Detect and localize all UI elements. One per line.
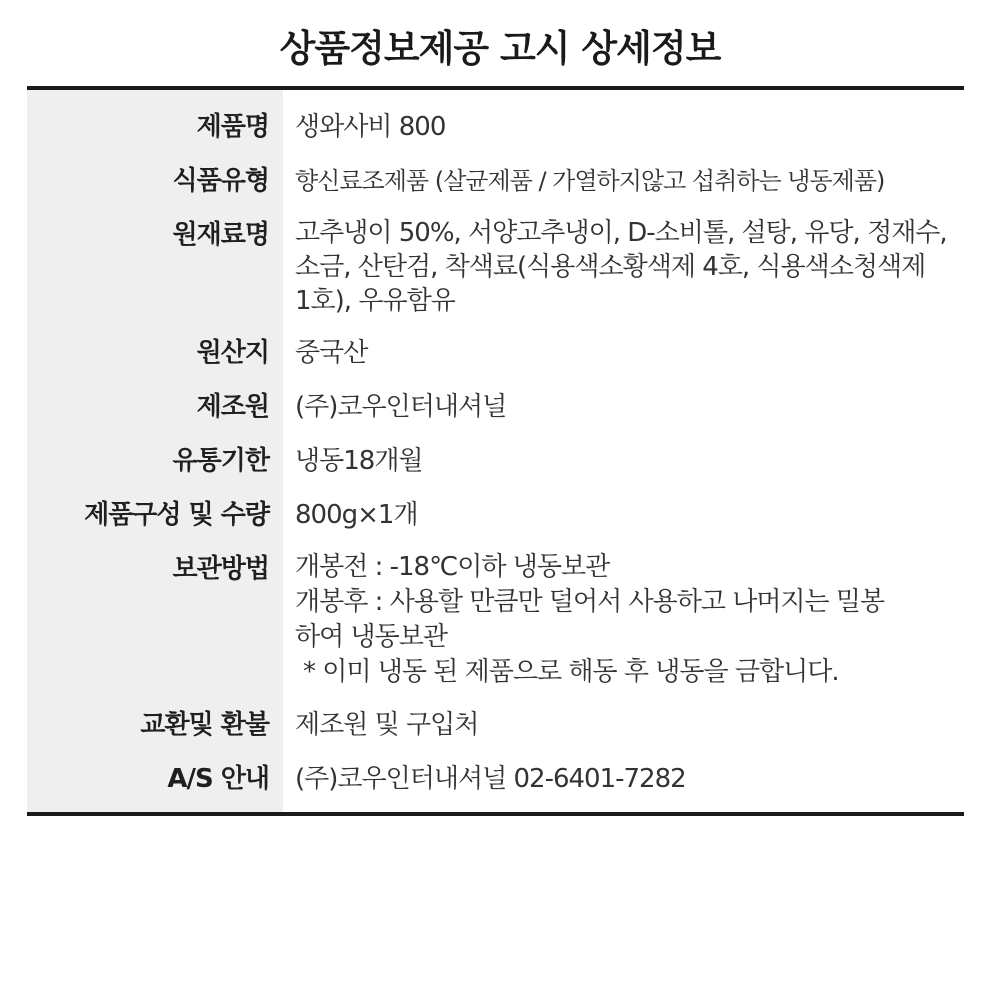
row-value — [295, 216, 955, 318]
row-label: A/S 안내 — [167, 764, 269, 794]
row-label: 제품명 — [196, 112, 269, 142]
value-line: 하여 냉동보관 — [295, 622, 447, 652]
value-line: 제조원 및 구입처 — [295, 710, 479, 740]
value-line: 800g×1개 — [295, 500, 418, 530]
value-line: (주)코우인터내셔널 02-6401-7282 — [295, 764, 686, 794]
value-line: 생와사비 800 — [295, 112, 446, 142]
page-title: 상품정보제공 고시 상세정보 — [279, 27, 721, 70]
row-label: 제품구성 및 수량 — [84, 500, 269, 530]
row-value — [295, 550, 955, 690]
info-row-expiry — [27, 442, 964, 480]
value-line: 향신료조제품 (살균제품 / 가열하지않고 섭취하는 냉동제품) — [295, 167, 885, 195]
row-label: 제조원 — [196, 392, 269, 422]
row-value — [295, 706, 955, 744]
value-line: 1호), 우유함유 — [295, 286, 455, 316]
row-value — [295, 760, 955, 798]
row-label: 보관방법 — [172, 554, 269, 584]
value-line: (주)코우인터내셔널 — [295, 392, 507, 422]
row-value — [295, 388, 955, 426]
product-info-table — [27, 86, 964, 816]
row-label: 식품유형 — [172, 166, 269, 196]
info-row-storage — [27, 550, 964, 690]
row-value — [295, 162, 955, 200]
row-label: 원재료명 — [172, 220, 269, 250]
value-line: 냉동18개월 — [295, 446, 423, 476]
info-row-food-type — [27, 162, 964, 200]
info-row-as-contact — [27, 760, 964, 798]
value-line: 개봉후 : 사용할 만큼만 덜어서 사용하고 나머지는 밀봉 — [295, 587, 885, 617]
value-line: 중국산 — [295, 338, 368, 368]
info-row-composition — [27, 496, 964, 534]
row-value — [295, 496, 955, 534]
row-label: 교환및 환불 — [140, 710, 269, 740]
row-label: 원산지 — [196, 338, 269, 368]
value-line: 개봉전 : -18℃이하 냉동보관 — [295, 552, 610, 582]
row-value — [295, 108, 955, 146]
info-row-ingredients — [27, 216, 964, 318]
value-line: 고추냉이 50%, 서양고추냉이, D-소비톨, 설탕, 유당, 정재수, — [295, 218, 947, 248]
info-row-product-name — [27, 108, 964, 146]
row-label: 유통기한 — [172, 446, 269, 476]
row-value — [295, 442, 955, 480]
info-row-exchange-refund — [27, 706, 964, 744]
row-value — [295, 334, 955, 372]
info-row-manufacturer — [27, 388, 964, 426]
info-row-origin — [27, 334, 964, 372]
value-line: 소금, 산탄검, 착색료(식용색소황색제 4호, 식용색소청색제 — [295, 252, 926, 282]
value-line: * 이미 냉동 된 제품으로 해동 후 냉동을 금합니다. — [303, 657, 839, 687]
